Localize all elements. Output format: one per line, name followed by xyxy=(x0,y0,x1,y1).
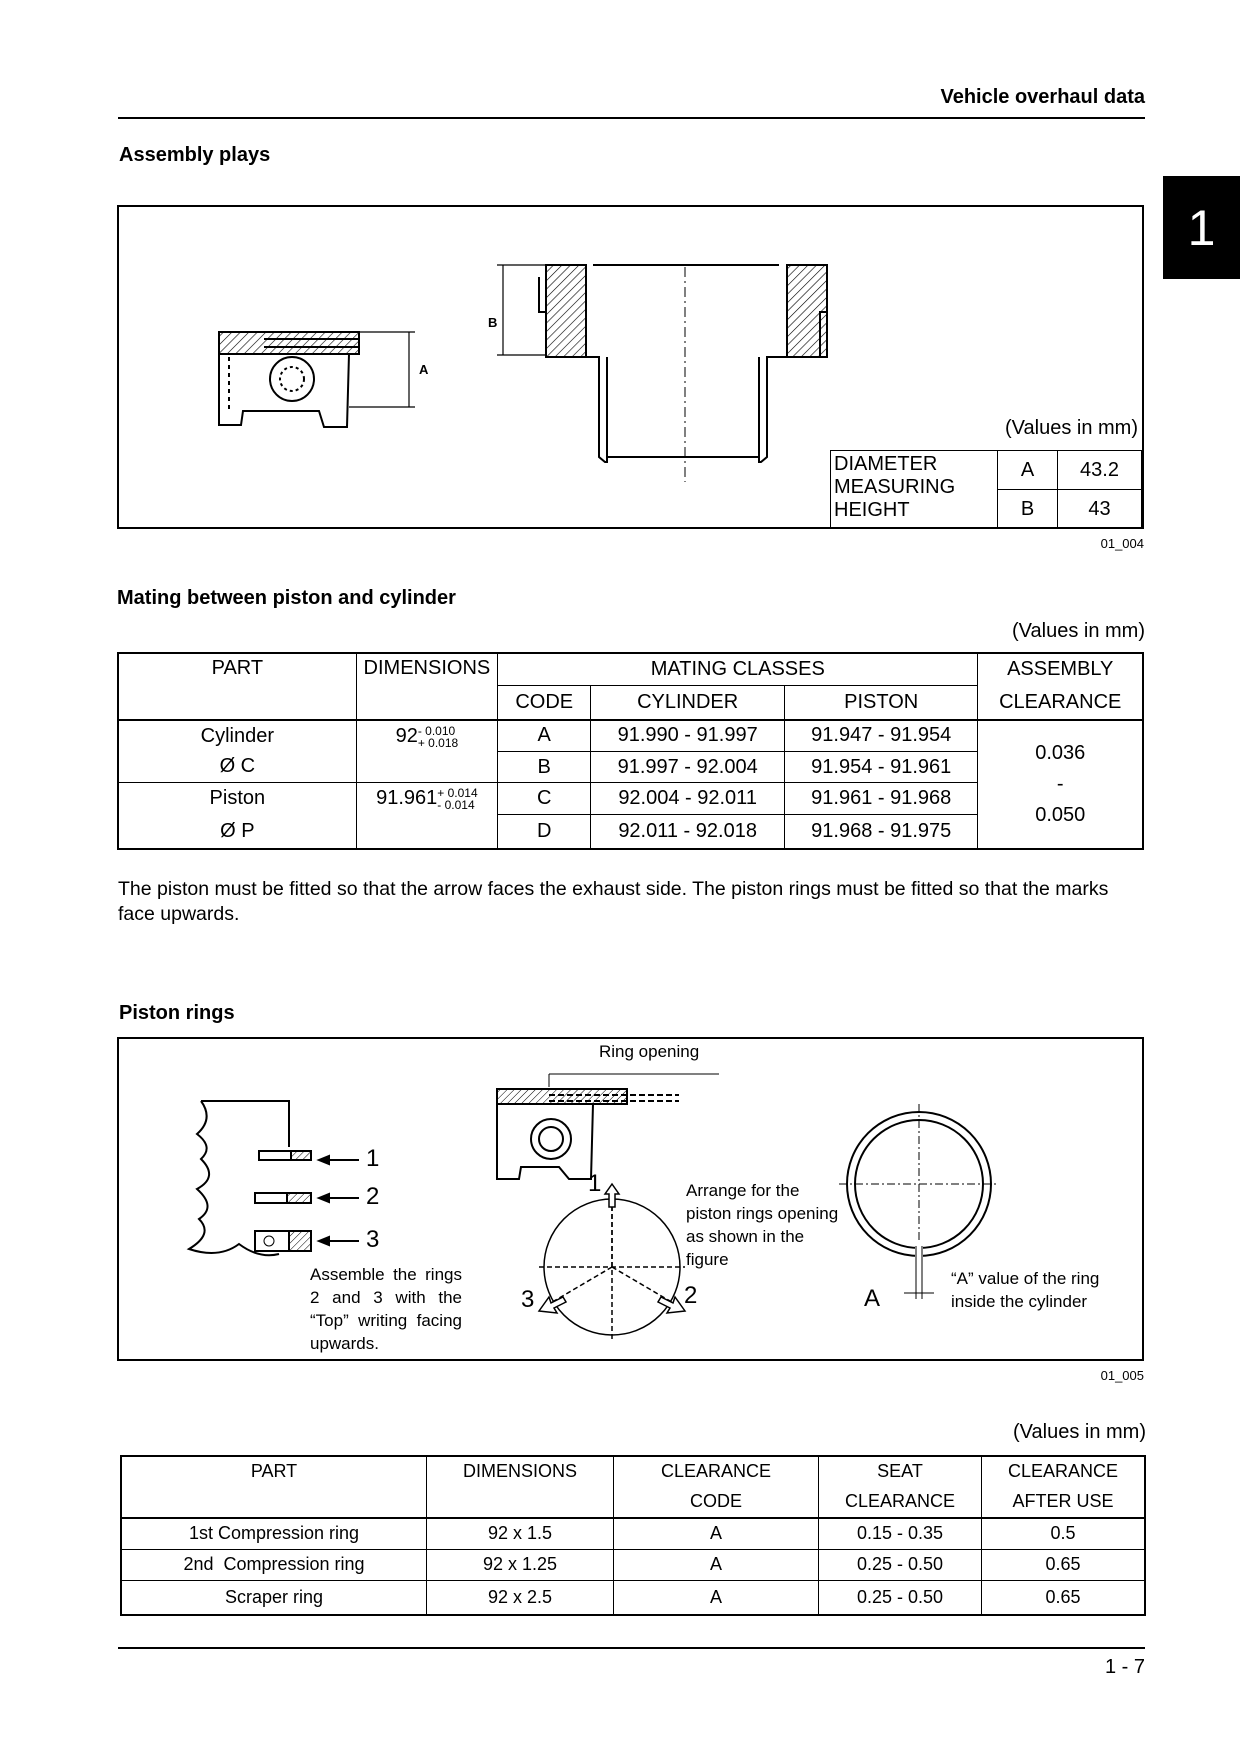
cell-piston: 91.961 - 91.968 xyxy=(784,783,978,814)
header-part-2 xyxy=(121,1486,427,1517)
figure-code-1: 01_004 xyxy=(1100,536,1144,551)
dim-base: 92 xyxy=(395,725,418,747)
dim-base: 91.961 xyxy=(376,787,438,810)
header-after-2: AFTER USE xyxy=(982,1486,1146,1517)
cell-cylinder: 92.004 - 92.011 xyxy=(591,783,785,814)
values-note-3: (Values in mm) xyxy=(1013,1421,1146,1443)
cell-code: B xyxy=(498,751,591,782)
tol-upper: - 0.010 xyxy=(417,724,456,738)
opening-number-3: 3 xyxy=(521,1286,535,1313)
tol-lower: + 0.018 xyxy=(417,736,459,750)
header-dimensions: DIMENSIONS xyxy=(427,1456,614,1486)
cell-after: 0.65 xyxy=(982,1549,1146,1580)
cell-code: A xyxy=(614,1549,819,1580)
cell-seat: 0.25 - 0.50 xyxy=(819,1581,982,1615)
a-value-caption: “A” value of the ring inside the cylinder xyxy=(951,1269,1100,1311)
part-name: Piston xyxy=(118,783,356,814)
opening-number-1: 1 xyxy=(588,1170,602,1197)
part-symbol: Ø P xyxy=(118,814,356,849)
part-dimension xyxy=(356,783,497,849)
values-note-1: (Values in mm) xyxy=(1005,417,1138,439)
page-number: 1 - 7 xyxy=(1104,1656,1145,1678)
tol-upper: + 0.014 xyxy=(437,786,478,801)
footer-rule xyxy=(118,1647,1145,1649)
cell-part: Scraper ring xyxy=(121,1581,427,1615)
piston-drawing xyxy=(219,332,359,427)
dim-label-a: A xyxy=(419,362,429,377)
header-after: CLEARANCE xyxy=(982,1456,1146,1486)
cell-after: 0.5 xyxy=(982,1518,1146,1549)
cell-piston: 91.968 - 91.975 xyxy=(784,814,978,849)
cell-dimensions: 92 x 1.25 xyxy=(427,1549,614,1580)
mating-table xyxy=(117,652,1144,850)
clearance-max: 0.050 xyxy=(1035,804,1086,826)
header-rule xyxy=(118,117,1145,119)
cell-code: A xyxy=(498,720,591,751)
header-dimensions: DIMENSIONS xyxy=(356,653,497,720)
cell-piston: 91.954 - 91.961 xyxy=(784,751,978,782)
header-mating-classes: MATING CLASSES xyxy=(498,653,978,685)
cell-code: D xyxy=(498,814,591,849)
header-clearance-code: CLEARANCE xyxy=(614,1456,819,1486)
header-cylinder: CYLINDER xyxy=(591,685,785,720)
cell-cylinder: 91.997 - 92.004 xyxy=(591,751,785,782)
header-part: PART xyxy=(121,1456,427,1486)
cell-piston: 91.947 - 91.954 xyxy=(784,720,978,751)
ring-number-3: 3 xyxy=(366,1226,380,1253)
values-note-2: (Values in mm) xyxy=(1012,620,1145,642)
header-assembly: ASSEMBLY xyxy=(978,653,1143,685)
cell-code: A xyxy=(614,1581,819,1615)
ring-section-drawing xyxy=(189,1101,311,1255)
diameter-table xyxy=(830,450,1142,529)
ring-number-1: 1 xyxy=(366,1145,380,1172)
part-symbol: Ø C xyxy=(118,751,356,782)
row-key: B xyxy=(998,490,1058,529)
header-clearance: CLEARANCE xyxy=(978,685,1143,720)
header-code: CODE xyxy=(498,685,591,720)
figure-code-2: 01_005 xyxy=(1100,1368,1144,1383)
opening-circle xyxy=(539,1184,685,1339)
ring-opening-label: Ring opening xyxy=(599,1042,700,1061)
row-value: 43.2 xyxy=(1058,451,1142,490)
cell-cylinder: 91.990 - 91.997 xyxy=(591,720,785,751)
assemble-caption: Assemble the rings 2 and 3 with the “Top” writing facing upwards. xyxy=(310,1265,462,1353)
clearance-range xyxy=(978,720,1143,849)
header-clearance-code-2: CODE xyxy=(614,1486,819,1517)
clearance-sep: - xyxy=(1056,773,1064,795)
piston-ring-opening-drawing xyxy=(497,1074,719,1179)
part-dimension xyxy=(356,720,497,783)
header-part: PART xyxy=(118,653,356,720)
tol-lower: - 0.014 xyxy=(437,798,475,813)
cell-after: 0.65 xyxy=(982,1581,1146,1615)
part-name: Cylinder xyxy=(118,720,356,751)
figure-assembly-plays xyxy=(117,205,1144,529)
section-title-mating: Mating between piston and cylinder xyxy=(117,587,456,609)
opening-number-2: 2 xyxy=(684,1282,698,1309)
cell-dimensions: 92 x 1.5 xyxy=(427,1518,614,1549)
header-piston: PISTON xyxy=(784,685,978,720)
cell-dimensions: 92 x 2.5 xyxy=(427,1581,614,1615)
header-seat-2: CLEARANCE xyxy=(819,1486,982,1517)
cylinder-drawing xyxy=(539,265,827,482)
section-title-assembly-plays: Assembly plays xyxy=(119,144,271,166)
a-gap-label: A xyxy=(864,1285,881,1312)
ring-number-2: 2 xyxy=(366,1183,380,1210)
cell-seat: 0.15 - 0.35 xyxy=(819,1518,982,1549)
row-value: 43 xyxy=(1058,490,1142,529)
ring-arrows xyxy=(319,1156,359,1245)
header-seat: SEAT xyxy=(819,1456,982,1486)
chapter-tab: 1 xyxy=(1163,176,1240,279)
cell-seat: 0.25 - 0.50 xyxy=(819,1549,982,1580)
fitting-note: The piston must be fitted so that the arrow faces the exhaust side. The piston rings must be fitted so that the marks face upwards. xyxy=(118,878,1109,925)
page-header-title: Vehicle overhaul data xyxy=(940,86,1145,108)
clearance-min: 0.036 xyxy=(1035,742,1086,764)
cell-code: C xyxy=(498,783,591,814)
cell-code: A xyxy=(614,1518,819,1549)
piston-rings-table xyxy=(120,1455,1146,1616)
dim-label-b: B xyxy=(488,315,498,330)
section-title-piston-rings: Piston rings xyxy=(119,1002,235,1024)
cell-part: 2nd Compression ring xyxy=(121,1549,427,1580)
cell-part: 1st Compression ring xyxy=(121,1518,427,1549)
diameter-label: DIAMETER MEASURING HEIGHT xyxy=(831,451,998,529)
row-key: A xyxy=(998,451,1058,490)
figure-piston-rings xyxy=(117,1037,1144,1361)
arrange-caption: Arrange for the piston rings opening as shown in the figure xyxy=(686,1181,839,1269)
cell-cylinder: 92.011 - 92.018 xyxy=(591,814,785,849)
header-dimensions-2 xyxy=(427,1486,614,1517)
